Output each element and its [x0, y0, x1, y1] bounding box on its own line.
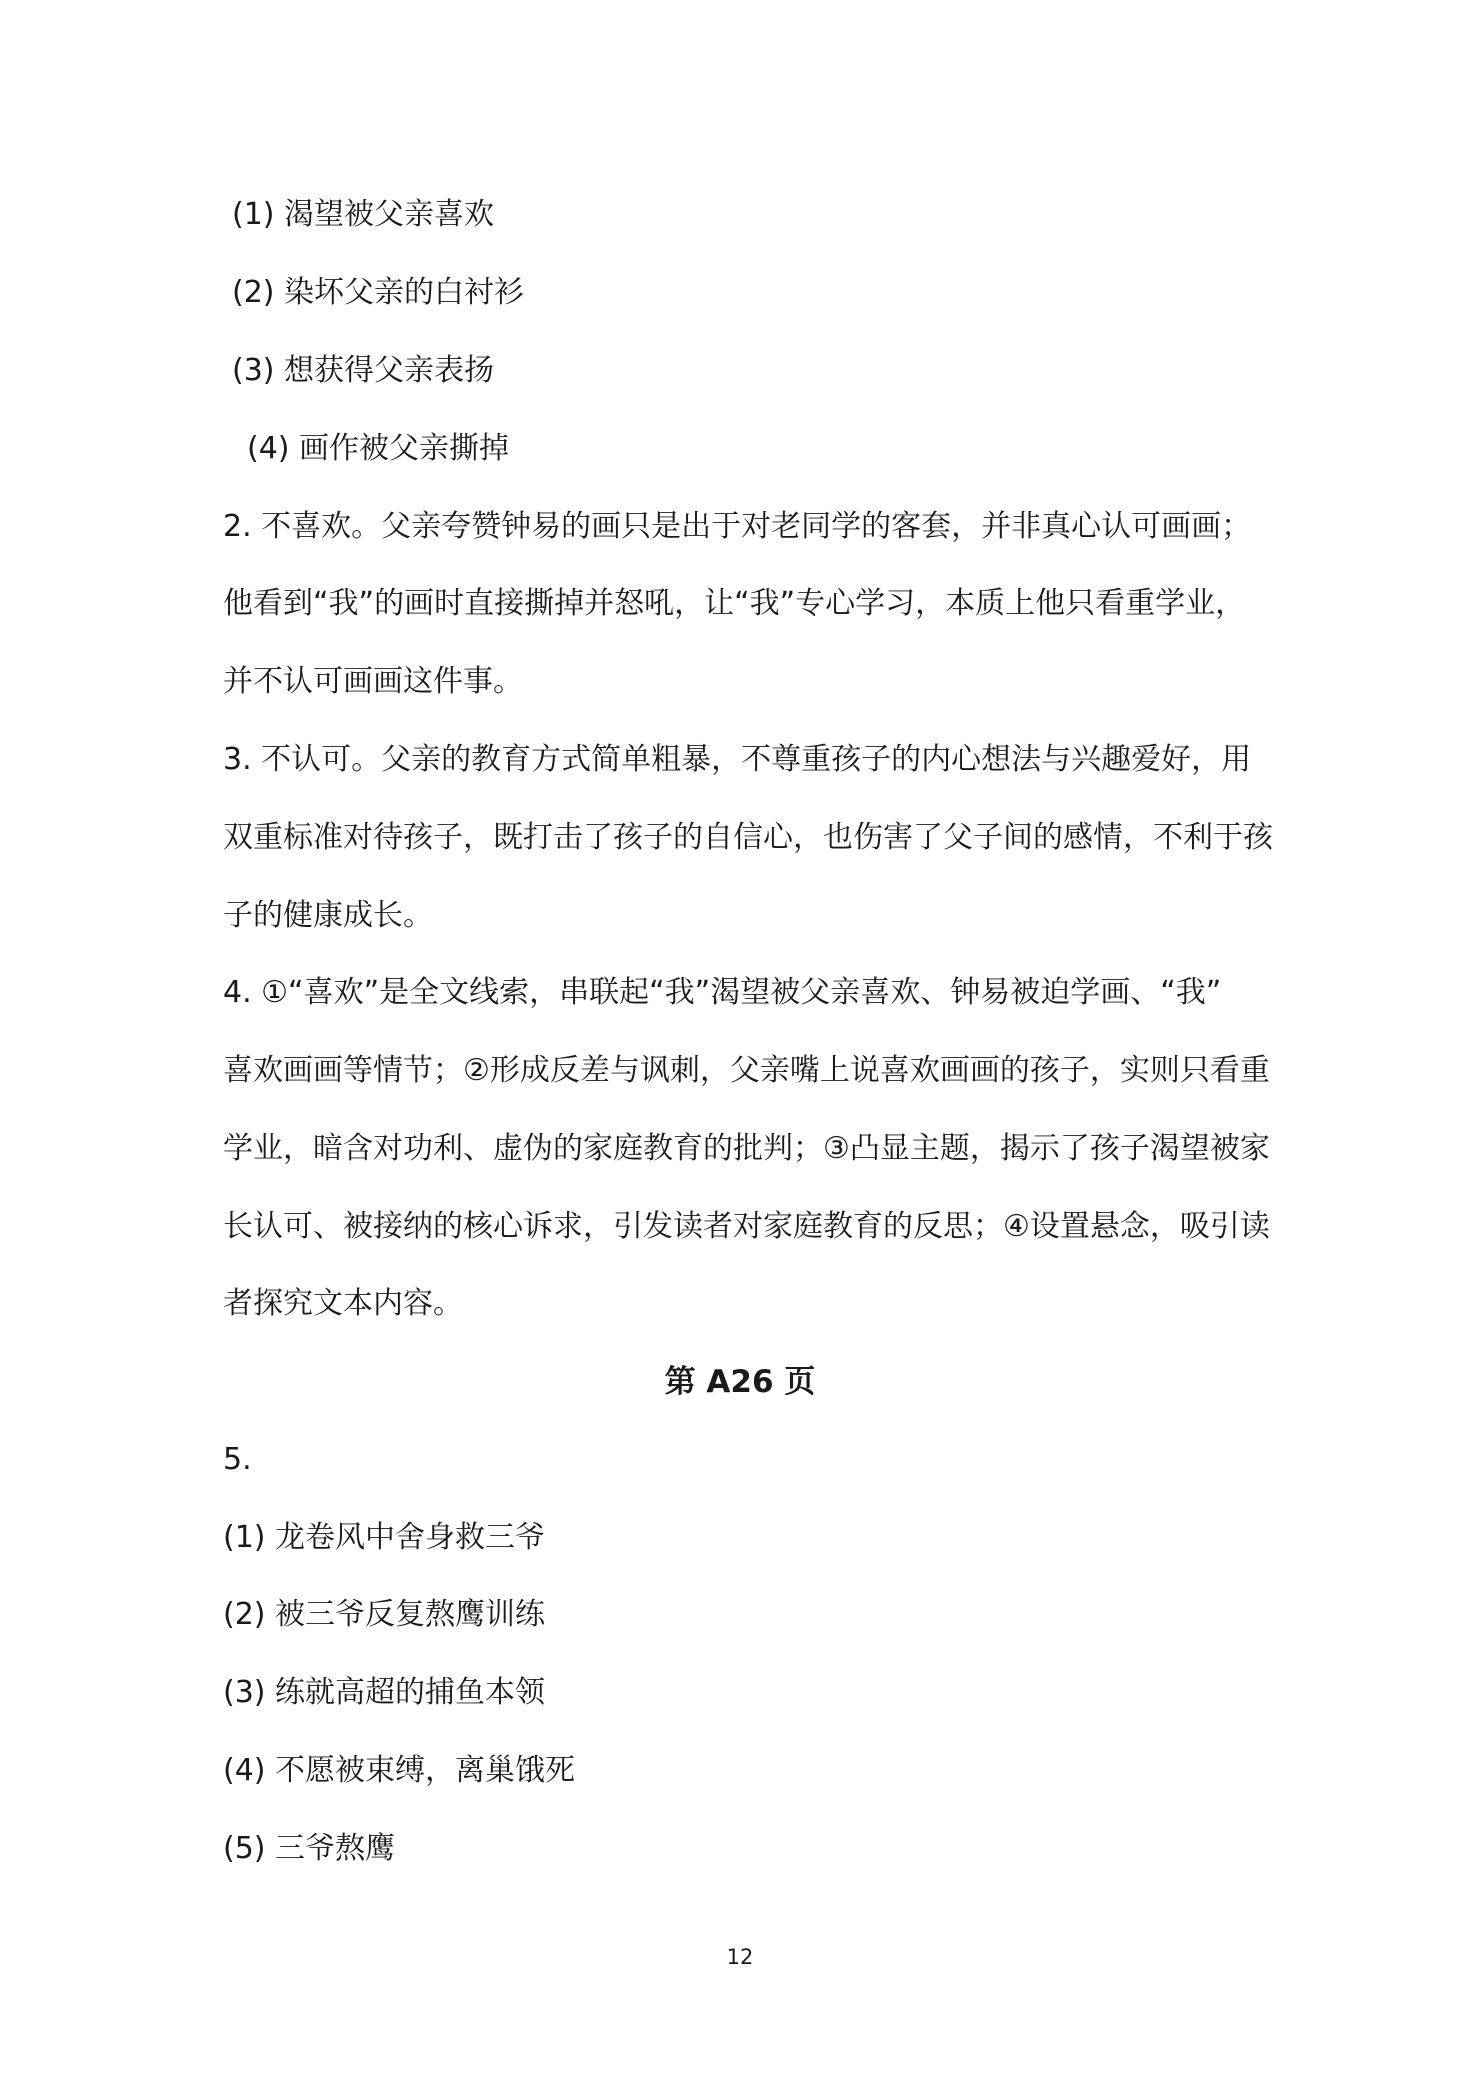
list-item: (3) 想获得父亲表扬: [232, 353, 495, 388]
answer-4-line: 喜欢画画等情节；②形成反差与讽刺，父亲嘴上说喜欢画画的孩子，实则只看重: [223, 1053, 1270, 1088]
answer-4-line: 学业，暗含对功利、虚伪的家庭教育的批判；③凸显主题，揭示了孩子渴望被家: [223, 1131, 1270, 1166]
answer-4-line: 4. ①“喜欢”是全文线索，串联起“我”渴望被父亲喜欢、钟易被迫学画、“我”: [223, 975, 1222, 1010]
section-heading: 第 A26 页: [664, 1364, 816, 1400]
answer-4-line: 者探究文本内容。: [223, 1286, 463, 1321]
list-item: (1) 渴望被父亲喜欢: [232, 197, 495, 232]
page-number: 12: [726, 1945, 754, 1969]
list-item: (5) 三爷熬鹰: [223, 1831, 396, 1866]
list-item: (3) 练就高超的捕鱼本领: [223, 1675, 546, 1710]
answer-2-line: 2. 不喜欢。父亲夸赞钟易的画只是出于对老同学的客套，并非真心认可画画；: [223, 509, 1252, 544]
list-item: (2) 被三爷反复熬鹰训练: [223, 1597, 546, 1632]
list-item: (4) 画作被父亲撕掉: [247, 431, 510, 466]
answer-3-line: 子的健康成长。: [223, 898, 433, 933]
answer-2-line: 并不认可画画这件事。: [223, 664, 523, 699]
answer-2-line: 他看到“我”的画时直接撕掉并怒吼，让“我”专心学习，本质上他只看重学业，: [223, 586, 1246, 621]
answer-5-label: 5.: [223, 1442, 252, 1477]
list-item: (2) 染坏父亲的白衬衫: [232, 275, 525, 310]
answer-3-line: 双重标准对待孩子，既打击了孩子的自信心，也伤害了父子间的感情，不利于孩: [223, 820, 1273, 855]
answer-4-line: 长认可、被接纳的核心诉求，引发读者对家庭教育的反思；④设置悬念，吸引读: [223, 1209, 1270, 1244]
list-item: (1) 龙卷风中舍身救三爷: [223, 1520, 546, 1555]
list-item: (4) 不愿被束缚，离巢饿死: [223, 1753, 576, 1788]
answer-3-line: 3. 不认可。父亲的教育方式简单粗暴，不尊重孩子的内心想法与兴趣爱好，用: [223, 742, 1252, 777]
